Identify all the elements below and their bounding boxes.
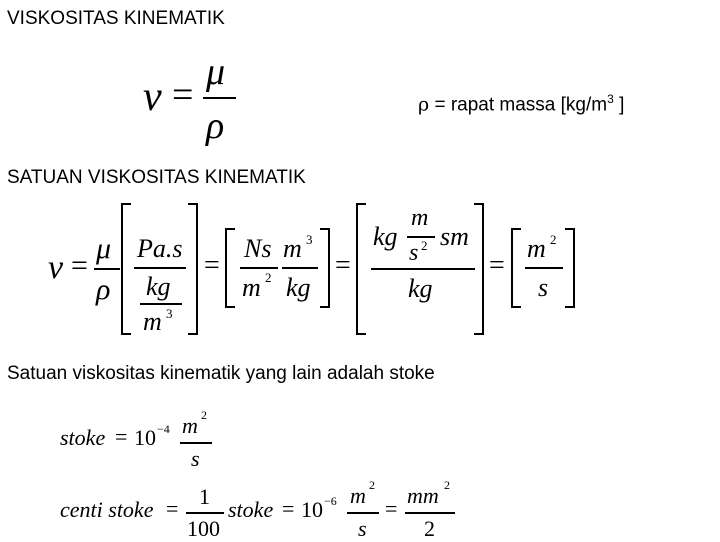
equals-sign-4c: = (385, 496, 398, 521)
equals-sign: = (172, 74, 194, 116)
exponent-2-c: 2 (550, 232, 557, 247)
heading-viskositas-kinematik: VISKOSITAS KINEMATIK (7, 8, 225, 29)
nu-symbol: ν (143, 74, 162, 120)
equals-sign-2b: = (204, 250, 220, 281)
ten-label-2: 10 (301, 497, 323, 522)
m-label-4: m (411, 205, 429, 231)
m-label-1: m (143, 307, 162, 336)
m-label-7: m (350, 483, 366, 508)
fraction-bar (203, 97, 236, 99)
m-label-5: m (527, 234, 546, 263)
hundred-label: 100 (187, 516, 220, 541)
nu-symbol-2: ν (48, 249, 64, 286)
kg-label-1: kg (146, 272, 171, 301)
exponent-2-d: 2 (201, 408, 207, 422)
fraction-bar-kg-m3 (140, 303, 182, 305)
left-bracket-1 (120, 203, 132, 335)
fraction-bar-m3 (282, 267, 318, 269)
ns-label: Ns (244, 234, 272, 263)
fraction-bar-main (371, 268, 475, 270)
stoke-label-1: stoke (60, 425, 106, 450)
kg-label-3: kg (373, 222, 398, 251)
mu-symbol-2: μ (96, 232, 112, 265)
s-label-3: s (191, 446, 200, 471)
exponent-3-a: 3 (166, 306, 173, 321)
pa-s-label: Pa.s (137, 234, 183, 263)
equals-sign-4a: = (166, 496, 179, 521)
kg-label-2: kg (286, 273, 311, 302)
equals-sign-4b: = (282, 496, 295, 521)
right-bracket-3 (473, 203, 485, 335)
m-label-2: m (242, 273, 261, 302)
fraction-bar-3 (180, 442, 212, 444)
right-bracket-2 (319, 228, 331, 308)
exponent-2-b: 2 (421, 238, 428, 253)
mu-symbol: μ (206, 51, 226, 93)
centi-stoke-label: centi stoke (60, 497, 154, 522)
exponent-2-e: 2 (369, 478, 375, 492)
equals-sign-2c: = (335, 250, 351, 281)
equals-sign-2a: = (71, 249, 88, 282)
right-bracket-4 (564, 228, 576, 308)
equals-sign-2d: = (489, 250, 505, 281)
exponent-3-b: 3 (306, 232, 313, 247)
stoke-label-2: stoke (228, 497, 274, 522)
m-label-3: m (283, 234, 302, 263)
fraction-bar-4c (405, 512, 455, 514)
ten-label-1: 10 (134, 425, 156, 450)
fraction-bar-ns (240, 267, 278, 269)
rho-symbol: ρ (206, 105, 225, 147)
left-bracket-3 (355, 203, 367, 335)
exponent-neg6: −6 (324, 494, 337, 508)
one-label: 1 (199, 484, 210, 509)
rho-note-text: = rapat massa [kg/m (429, 94, 608, 116)
rho-note-exponent: 3 (607, 92, 614, 106)
fraction-bar-m2-s (525, 267, 563, 269)
mm-label: mm (407, 483, 439, 508)
two-label: 2 (424, 516, 435, 541)
left-bracket-2 (224, 228, 236, 308)
exponent-neg4: −4 (157, 422, 170, 436)
fraction-bar-mu-rho (94, 268, 120, 270)
fraction-bar-pa-s (134, 267, 186, 269)
rho-note-close: ] (613, 94, 625, 116)
heading-satuan-viskositas: SATUAN VISKOSITAS KINEMATIK (7, 167, 306, 188)
sm-label: sm (440, 222, 469, 251)
s-label-2: s (538, 273, 549, 302)
left-bracket-4 (510, 228, 522, 308)
s-label-4: s (358, 516, 367, 541)
rho-density-note (418, 92, 624, 116)
rho-glyph: ρ (418, 93, 430, 116)
m-label-6: m (182, 413, 198, 438)
kg-label-4: kg (408, 274, 433, 303)
stoke-sentence: Satuan viskositas kinematik yang lain adalah stoke (7, 363, 435, 384)
rho-symbol-2: ρ (96, 273, 111, 306)
right-bracket-1 (187, 203, 199, 335)
exponent-2-f: 2 (444, 478, 450, 492)
s-label-1: s (409, 240, 419, 266)
equals-sign-3: = (115, 424, 128, 449)
fraction-bar-4b (347, 512, 379, 514)
exponent-2-a: 2 (265, 270, 272, 285)
fraction-bar-4a (186, 512, 224, 514)
